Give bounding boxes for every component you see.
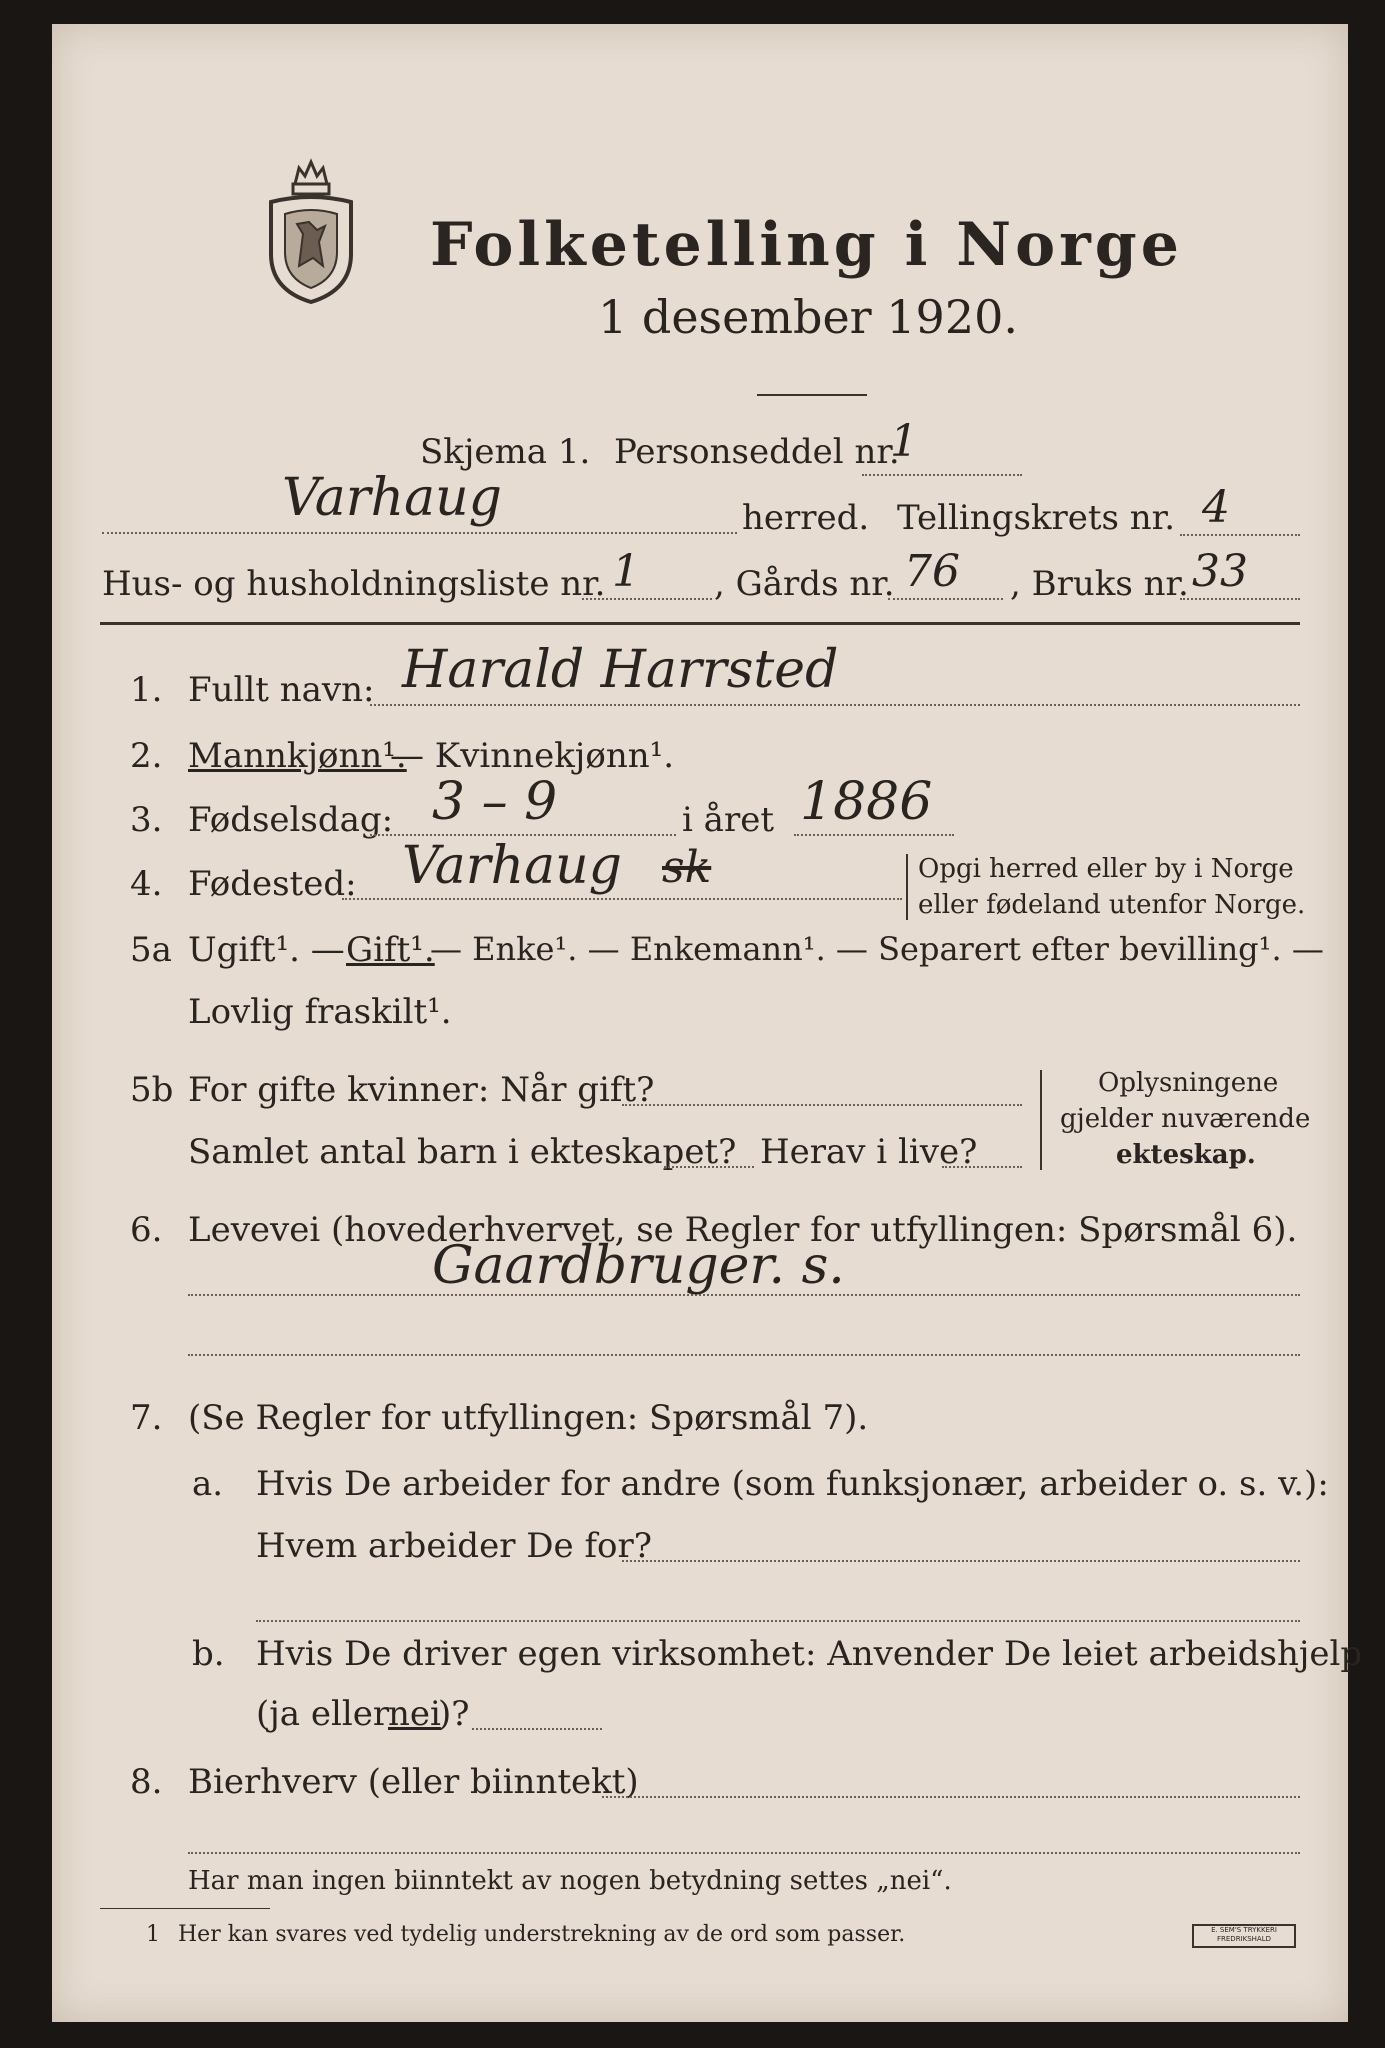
personseddel-value: 1 (890, 416, 918, 467)
footnote-divider (100, 1908, 270, 1909)
q8-label: Bierhverv (eller biinntekt) (188, 1762, 639, 1802)
q3-year-value: 1886 (800, 772, 933, 832)
tellingskrets-line (1180, 534, 1300, 536)
q8-number: 8. (130, 1762, 163, 1802)
herred-label: herred. (742, 498, 870, 538)
q4-note-brace (906, 854, 908, 920)
q1-number: 1. (130, 670, 163, 710)
hus-line (582, 598, 712, 600)
header-divider (100, 622, 1300, 625)
q5b-label-2: Samlet antal barn i ekteskapet? (188, 1132, 737, 1172)
q7a-label-2: Hvem arbeider De for? (256, 1526, 652, 1566)
q3-value: 3 – 9 (432, 772, 558, 832)
gards-label: , Gårds nr. (714, 564, 895, 604)
q5a-line2: Lovlig fraskilt¹. (188, 992, 452, 1032)
tellingskrets-value: 4 (1202, 482, 1230, 533)
tellingskrets-label: Tellingskrets nr. (897, 498, 1176, 538)
q2-rest: — Kvinnekjønn¹. (390, 736, 675, 776)
title-divider (757, 394, 867, 396)
personseddel-label: Personseddel nr. (614, 432, 900, 472)
q1-label: Fullt navn: (188, 670, 375, 710)
q6-label: Levevei (hovederhvervet, se Regler for utfyllingen: Spørsmål 6). (188, 1210, 1298, 1250)
q5b-label-1: For gifte kvinner: Når gift? (188, 1070, 655, 1110)
footnote-text: Her kan svares ved tydelig understrekning av de ord som passer. (178, 1922, 906, 1947)
q8-line-1 (602, 1796, 1300, 1798)
bruks-value: 33 (1192, 546, 1248, 597)
q5b-line-1 (622, 1104, 1022, 1106)
herred-line (102, 532, 737, 534)
q4-value: Varhaug (402, 836, 622, 896)
gards-line (888, 598, 1003, 600)
bruks-label: , Bruks nr. (1010, 564, 1189, 604)
footnote-mark: 1 (146, 1922, 160, 1947)
q5b-label-3: Herav i live? (760, 1132, 978, 1172)
q7a-label: Hvis De arbeider for andre (som funksjonær, arbeider o. s. v.): (256, 1464, 1329, 1504)
coat-of-arms-icon (265, 154, 357, 306)
q5b-note-2: gjelder nuværende (1060, 1104, 1311, 1134)
q5b-note-1: Oplysningene (1098, 1068, 1279, 1098)
q5a-rest: — Enke¹. — Enkemann¹. — Separert efter bevilling¹. — (430, 930, 1324, 968)
printer-stamp-line1: E. SEM'S TRYKKERI (1211, 1926, 1277, 1934)
form-title: Folketelling i Norge (430, 210, 1183, 280)
q8-line-2 (188, 1852, 1300, 1854)
q5a-ugift: Ugift¹. — (188, 930, 345, 970)
q5b-note-brace (1040, 1070, 1042, 1170)
bruks-line (1180, 598, 1300, 600)
q3-label: Fødselsdag: (188, 800, 394, 840)
q5b-line-3 (942, 1166, 1022, 1168)
q3-year-label: i året (682, 800, 774, 840)
hus-value: 1 (612, 546, 640, 597)
q2-male: Mannkjønn¹. (188, 736, 407, 776)
q7b-label-2b: )? (438, 1694, 470, 1734)
q3-year-line (794, 834, 954, 836)
q4-note-1: Opgi herred eller by i Norge (918, 854, 1294, 884)
q7a-letter: a. (192, 1464, 224, 1504)
personseddel-line (862, 474, 1022, 476)
q4-note-2: eller fødeland utenfor Norge. (918, 890, 1306, 920)
q7-number: 7. (130, 1398, 163, 1438)
q4-struck-mark: sk (662, 842, 712, 893)
q2-number: 2. (130, 736, 163, 776)
schema-label: Skjema 1. (420, 432, 591, 472)
q7a-line-2 (256, 1620, 1300, 1622)
herred-value: Varhaug (282, 468, 502, 528)
gards-value: 76 (904, 546, 960, 597)
census-form (52, 24, 1363, 2022)
q7b-nei: nei (388, 1694, 441, 1734)
q7b-letter: b. (192, 1634, 225, 1674)
q6-number: 6. (130, 1210, 163, 1250)
q7b-line (472, 1728, 602, 1730)
q4-line (342, 898, 902, 900)
hus-label: Hus- og husholdningsliste nr. (102, 564, 606, 604)
q5a-number: 5a (130, 930, 172, 970)
q6-value: Gaardbruger. s. (432, 1236, 845, 1296)
q7-label: (Se Regler for utfyllingen: Spørsmål 7). (188, 1398, 869, 1438)
q5a-gift: Gift¹. (346, 930, 435, 970)
q5b-line-2 (664, 1166, 754, 1168)
q4-label: Fødested: (188, 864, 357, 904)
q3-number: 3. (130, 800, 163, 840)
q1-line (370, 704, 1300, 706)
q1-value: Harald Harrsted (402, 640, 839, 700)
printer-stamp (1192, 1924, 1296, 1948)
q6-line-2 (188, 1354, 1300, 1356)
printer-stamp-line2: FREDRIKSHALD (1216, 1935, 1271, 1943)
q5b-number: 5b (130, 1070, 174, 1110)
q8-note: Har man ingen biinntekt av nogen betydning settes „nei“. (188, 1866, 952, 1896)
q5b-note-3: ekteskap. (1116, 1140, 1256, 1170)
q7b-label-2a: (ja eller (256, 1694, 390, 1734)
census-date: 1 desember 1920. (598, 290, 1018, 344)
q4-number: 4. (130, 864, 163, 904)
q7a-line-1 (622, 1560, 1300, 1562)
q7b-label: Hvis De driver egen virksomhet: Anvender De leiet arbeidshjelp (256, 1634, 1363, 1674)
